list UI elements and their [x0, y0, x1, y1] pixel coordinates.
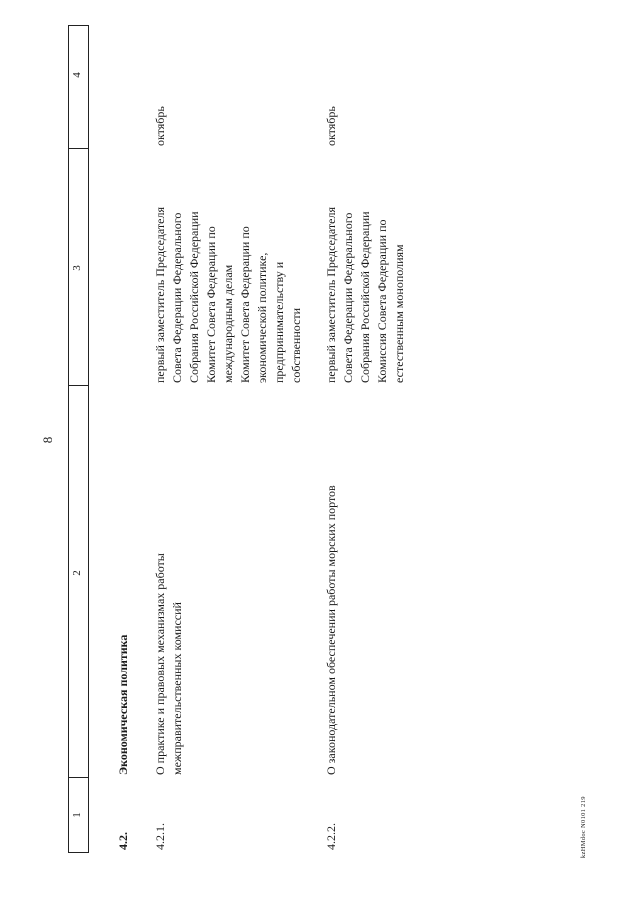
row-1-responsible-line: международным делам	[221, 264, 235, 383]
column-number-3: 3	[71, 265, 83, 271]
rotated-page	[0, 18, 620, 878]
row-1-responsible-line: Комитет Совета Федерации по	[204, 226, 218, 383]
row-1-responsible-line: первый заместитель Председателя	[153, 207, 167, 383]
column-divider	[69, 148, 88, 149]
row-1-responsible-line: Собрания Российской Федерации	[187, 211, 201, 383]
row-1-responsible-line: Совета Федерации Федерального	[170, 212, 184, 383]
column-number-4: 4	[71, 72, 83, 78]
row-1-responsible-line: экономической политике,	[255, 252, 269, 383]
row-1-responsible-line: Комитет Совета Федерации по	[238, 226, 252, 383]
column-divider	[69, 777, 88, 778]
row-2-responsible-line: Собрания Российской Федерации	[358, 211, 372, 383]
column-number-2: 2	[71, 570, 83, 576]
section-number: 4.2.	[116, 832, 130, 850]
row-2-responsible-line: Совета Федерации Федерального	[341, 212, 355, 383]
row-2-responsible-line: первый заместитель Председателя	[324, 207, 338, 383]
row-2-term: октябрь	[324, 106, 338, 146]
row-2-responsible-line: естественным монополиям	[392, 244, 406, 383]
column-number-1: 1	[71, 812, 83, 818]
column-header-bar	[68, 25, 89, 853]
column-divider	[69, 852, 88, 853]
row-1-responsible-line: предпринимательству и	[272, 261, 286, 383]
row-1-number: 4.2.1.	[153, 823, 167, 850]
section-title: Экономическая политика	[116, 634, 130, 775]
row-1-title-line: межправительственных комиссий	[170, 602, 184, 775]
column-divider	[69, 25, 88, 26]
row-1-title-line: О практике и правовых механизмах работы	[153, 553, 167, 775]
row-2-number: 4.2.2.	[324, 823, 338, 850]
page-number: 8	[40, 436, 55, 444]
row-2-responsible-line: Комиссия Совета Федерации по	[375, 219, 389, 383]
column-divider	[69, 385, 88, 386]
row-2-title-line: О законодательном обеспечении работы морских портов	[324, 485, 338, 775]
row-1-term: октябрь	[153, 106, 167, 146]
footer-document-code: kzHMdoc N0101 219	[580, 796, 587, 858]
row-1-responsible-line: собственности	[289, 307, 303, 383]
